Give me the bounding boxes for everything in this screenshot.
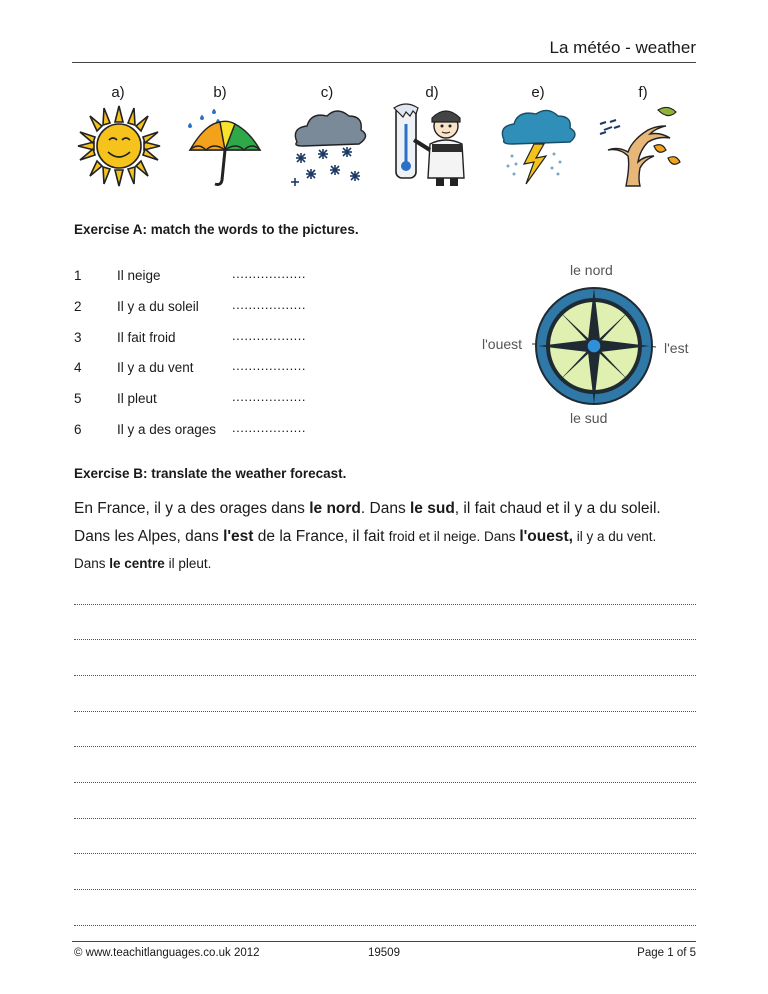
item-word: Il y a du vent — [117, 360, 194, 375]
windy-tree-icon — [596, 102, 682, 190]
answer-blank[interactable]: .................. — [232, 328, 307, 343]
forecast-paragraph-1: En France, il y a des orages dans le nord. Dans le sud, il fait chaud et il y a du soleil. — [74, 500, 661, 517]
answer-line[interactable] — [74, 818, 696, 819]
footer-copyright: © www.teachitlanguages.co.uk 2012 — [74, 947, 260, 959]
answer-line[interactable] — [74, 925, 696, 926]
item-word: Il pleut — [117, 391, 157, 406]
answer-line[interactable] — [74, 782, 696, 783]
answer-line[interactable] — [74, 711, 696, 712]
item-word: Il y a du soleil — [117, 299, 199, 314]
exercise-a-heading: Exercise A: match the words to the pictures. — [74, 222, 359, 237]
compass-south-label: le sud — [570, 410, 608, 426]
item-number: 5 — [74, 391, 82, 406]
picture-label-a: a) — [111, 84, 125, 101]
answer-blank[interactable]: .................. — [232, 420, 307, 435]
answer-blank[interactable]: .................. — [232, 389, 307, 404]
storm-cloud-icon — [494, 104, 580, 192]
picture-label-f: f) — [638, 84, 648, 101]
forecast-paragraph-3: Dans le centre il pleut. — [74, 556, 212, 571]
answer-line[interactable] — [74, 889, 696, 890]
sun-icon — [76, 102, 162, 190]
item-number: 2 — [74, 299, 82, 314]
footer-divider — [72, 941, 696, 942]
answer-line[interactable] — [74, 604, 696, 605]
forecast-paragraph-2: Dans les Alpes, dans l'est de la France, il fait froid et il neige. Dans l'ouest, il y a du vent. — [74, 528, 657, 545]
item-word: Il y a des orages — [117, 422, 217, 437]
snow-cloud-icon — [285, 102, 371, 190]
picture-label-b: b) — [213, 84, 227, 101]
compass-east-label: l'est — [664, 340, 689, 356]
item-number: 6 — [74, 422, 82, 437]
page-title: La météo - weather — [549, 38, 696, 57]
item-word: Il neige — [117, 268, 161, 283]
compass-west-label: l'ouest — [482, 336, 523, 352]
answer-line[interactable] — [74, 746, 696, 747]
cold-thermometer-icon — [390, 100, 476, 188]
answer-line[interactable] — [74, 639, 696, 640]
answer-blank[interactable]: .................. — [232, 266, 307, 281]
exercise-b-heading: Exercise B: translate the weather forecast. — [74, 466, 347, 481]
picture-label-c: c) — [320, 84, 334, 101]
answer-blank[interactable]: .................. — [232, 297, 307, 312]
umbrella-rain-icon — [180, 104, 266, 192]
compass-north-label: le nord — [570, 262, 613, 278]
answer-line[interactable] — [74, 853, 696, 854]
header-divider — [72, 62, 696, 63]
answer-line[interactable] — [74, 675, 696, 676]
item-number: 1 — [74, 268, 82, 283]
item-number: 4 — [74, 360, 82, 375]
item-word: Il fait froid — [117, 330, 176, 345]
picture-label-e: e) — [531, 84, 545, 101]
footer-code: 19509 — [368, 947, 400, 959]
item-number: 3 — [74, 330, 82, 345]
footer-page-number: Page 1 of 5 — [637, 947, 696, 959]
answer-blank[interactable]: .................. — [232, 358, 307, 373]
picture-label-d: d) — [425, 84, 439, 101]
compass-rose-icon — [532, 284, 656, 408]
